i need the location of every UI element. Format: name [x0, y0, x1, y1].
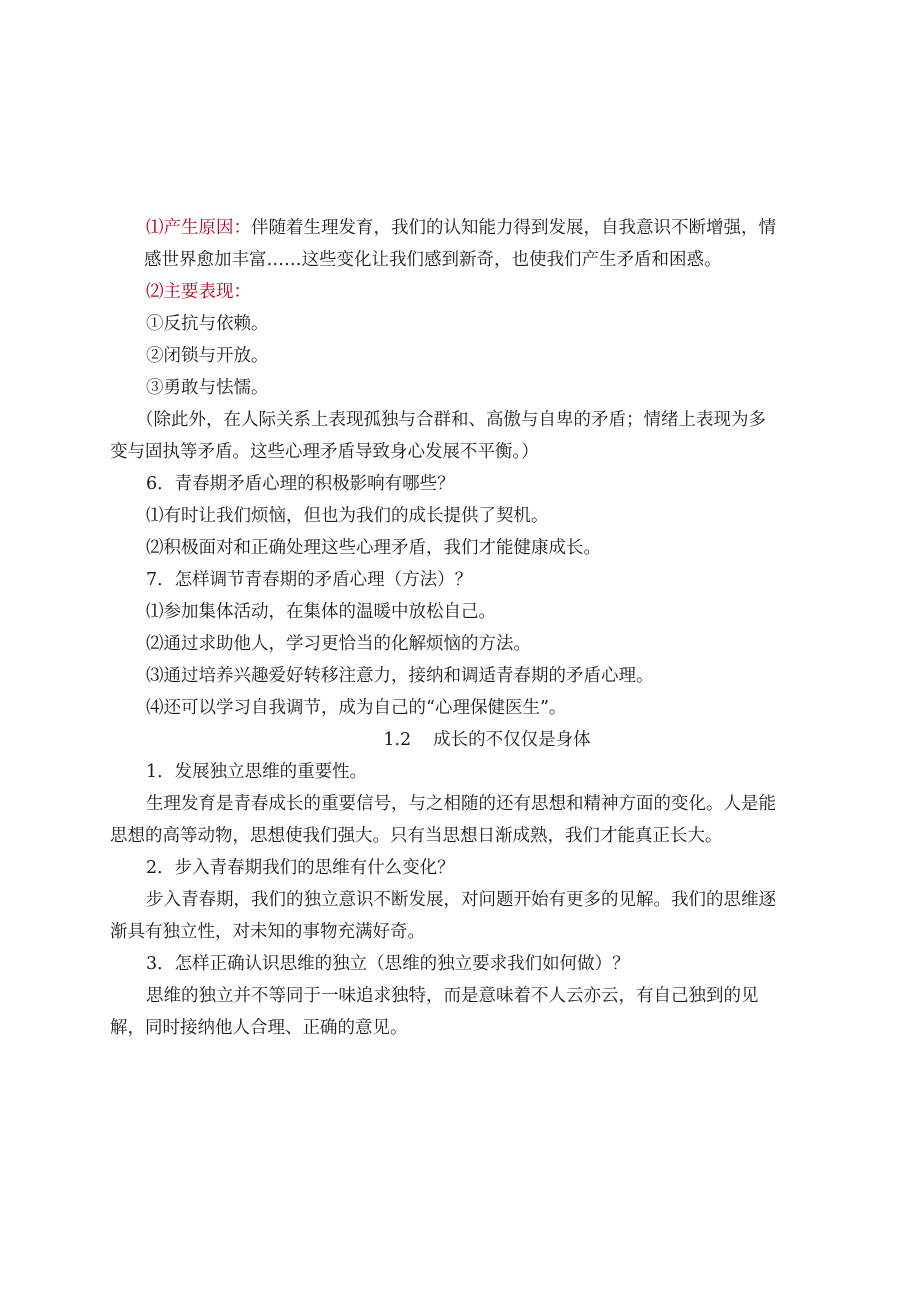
cause-line-1 [146, 212, 818, 244]
list-item: ②闭锁与开放。 [146, 346, 269, 366]
q6-answer-1: ⑴有时让我们烦恼，但也为我们的成长提供了契机。 [146, 506, 549, 526]
s1-line-2: 思想的高等动物，思想使我们强大。只有当思想日渐成熟，我们才能真正长大。 [110, 826, 723, 846]
s3-line-1: 思维的独立并不等同于一味追求独特，而是意味着不人云亦云，有自己独到的见 [146, 986, 759, 1006]
q6-heading: 6．青春期矛盾心理的积极影响有哪些？ [146, 474, 455, 494]
note-line-2: 变与固执等矛盾。这些心理矛盾导致身心发展不平衡。） [110, 442, 539, 462]
s2-heading: 2．步入青春期我们的思维有什么变化？ [146, 858, 455, 878]
s3-line-2: 解，同时接纳他人合理、正确的意见。 [110, 1018, 408, 1038]
cause-label: ⑴产生原因： [146, 218, 251, 238]
list-item: ①反抗与依赖。 [146, 314, 269, 334]
note-paragraph [110, 404, 818, 468]
document-body [110, 212, 818, 1044]
s3-paragraph [110, 980, 818, 1044]
cause-text-1: 伴随着生理发育，我们的认知能力得到发展，自我意识不断增强，情 [251, 218, 776, 238]
q7-answer-2: ⑵通过求助他人，学习更恰当的化解烦恼的方法。 [146, 634, 531, 654]
section-title: 成长的不仅仅是身体 [433, 730, 591, 750]
s2-line-1: 步入青春期，我们的独立意识不断发展，对问题开始有更多的见解。我们的思维逐 [146, 890, 776, 910]
list-item: ③勇敢与怯懦。 [146, 378, 269, 398]
s1-paragraph [110, 788, 818, 852]
q7-answer-4: ⑷还可以学习自我调节，成为自己的“心理保健医生”。 [146, 698, 567, 718]
q7-answer-3: ⑶通过培养兴趣爱好转移注意力，接纳和调适青春期的矛盾心理。 [146, 666, 654, 686]
q6-answer-2: ⑵积极面对和正确处理这些心理矛盾，我们才能健康成长。 [146, 538, 601, 558]
cause-paragraph [146, 212, 818, 276]
q7-heading: 7．怎样调节青春期的矛盾心理（方法）？ [146, 570, 473, 590]
s2-paragraph [110, 884, 818, 948]
s1-heading: 1．发展独立思维的重要性。 [146, 762, 368, 782]
s3-heading: 3．怎样正确认识思维的独立（思维的独立要求我们如何做）？ [146, 954, 630, 974]
note-line-1: （除此外，在人际关系上表现孤独与合群和、高傲与自卑的矛盾；情绪上表现为多 [136, 410, 766, 430]
cause-line-2: 感世界愈加丰富……这些变化让我们感到新奇，也使我们产生矛盾和困惑。 [144, 250, 722, 270]
q7-answer-1: ⑴参加集体活动，在集体的温暖中放松自己。 [146, 602, 496, 622]
manifestation-label: ⑵主要表现： [146, 282, 251, 302]
s2-line-2: 渐具有独立性，对未知的事物充满好奇。 [110, 922, 425, 942]
s1-line-1: 生理发育是青春成长的重要信号，与之相随的还有思想和精神方面的变化。人是能 [146, 794, 776, 814]
section-number: 1.2 [383, 730, 412, 750]
section-heading [146, 724, 818, 756]
